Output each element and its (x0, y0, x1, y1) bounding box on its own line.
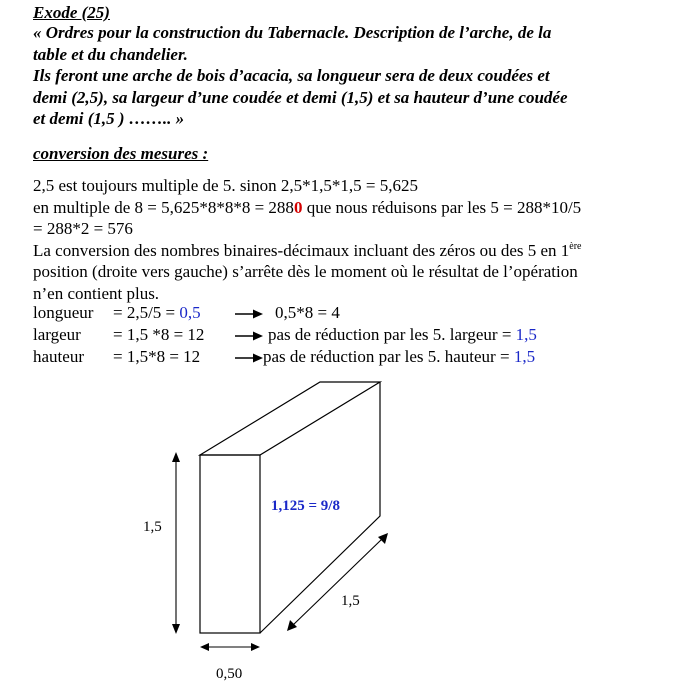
quote-line: demi (2,5), sa largeur d’une coudée et demi (1,5) et sa hauteur d’une coudée (33, 87, 568, 107)
text-segment: en multiple de 8 = 5,625*8*8*8 = 288 (33, 197, 294, 217)
row-hauteur-name: hauteur (33, 347, 84, 366)
quote-line: « Ordres pour la construction du Tabernacle. Description de l’arche, de la (33, 23, 552, 42)
paragraph-line: position (droite vers gauche) s’arrête dès le moment où le résultat de l’opération (33, 262, 578, 282)
row-largeur-name: largeur (33, 325, 81, 344)
depth-label: 1,5 (341, 593, 360, 609)
row-longueur-name: longueur (33, 303, 94, 322)
paragraph-line: n’en contient plus. (33, 283, 160, 303)
row-largeur-calc: = 1,5 *8 = 12 (113, 325, 205, 344)
text-segment: pas de réduction par les 5. hauteur = (263, 347, 514, 366)
blue-value: 1,5 (515, 325, 537, 344)
text-segment: pas de réduction par les 5. largeur = (268, 325, 516, 344)
depth-dimension-arrow (287, 533, 388, 631)
width-label: 0,50 (216, 666, 243, 682)
text-segment: La conversion des nombres binaires-décimaux incluant des zéros ou des 5 en 1 (33, 240, 570, 260)
row-longueur-result: 0,5*8 = 4 (275, 303, 340, 322)
highlighted-zero: 0 (293, 197, 303, 217)
height-label: 1,5 (143, 519, 162, 535)
quote-line: et demi (1,5 ) …….. » (33, 109, 185, 128)
quote-line: Ils feront une arche de bois d’acacia, sa longueur sera de deux coudées et (33, 66, 550, 85)
row-hauteur-calc: = 1,5*8 = 12 (113, 347, 201, 366)
width-dimension-arrow (200, 643, 260, 651)
volume-label: 1,125 = 9/8 (271, 498, 340, 514)
text-segment: que nous réduisons par les 5 = 288*10/5 (302, 197, 582, 217)
blue-value: 1,5 (513, 347, 536, 366)
box-top-face (200, 382, 380, 455)
section-title: conversion des mesures : (33, 144, 209, 163)
box-front-face (200, 455, 260, 633)
blue-value: 0,5 (179, 303, 201, 322)
quote-line: table et du chandelier. (33, 44, 188, 64)
document-heading: Exode (25) (33, 3, 110, 22)
paragraph-line: = 288*2 = 576 (33, 219, 133, 239)
height-dimension-arrow (172, 452, 180, 634)
text-segment: = 2,5/5 = (113, 303, 180, 322)
paragraph-line: 2,5 est toujours multiple de 5. sinon 2,5*1,5*1,5 = 5,625 (33, 176, 418, 195)
superscript: ère (569, 240, 582, 252)
